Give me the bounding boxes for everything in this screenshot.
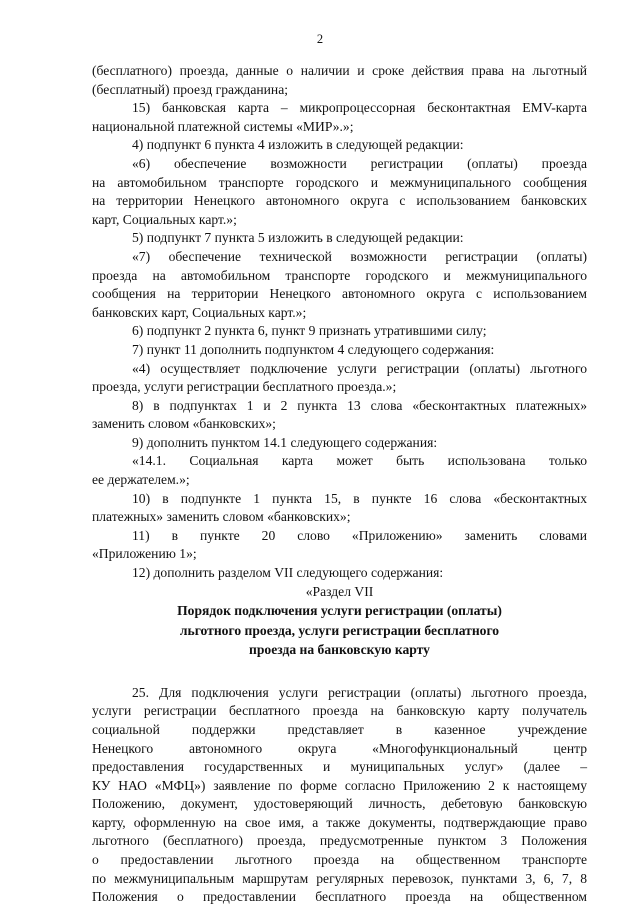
text-line: (бесплатного) проезда, данные о наличии и сроке действия права на льготный (92, 63, 587, 78)
text-line: о предоставлении льготного проезда на общественном транспорте (92, 852, 587, 868)
text-line: 15) банковская карта – микропроцессорная бесконтактная EMV-карта (132, 100, 587, 116)
text-line: 4) подпункт 6 пункта 4 изложить в следующей редакции: (132, 137, 464, 153)
section-heading: льготного проезда, услуги регистрации бесплатного (179, 622, 500, 638)
text-line: «4) осуществляет подключение услуги регистрации (оплаты) льготного (132, 360, 587, 376)
text-line: льготного (бесплатного) проезда, предусмотренные пунктом 3 Положения (92, 833, 587, 849)
text-line: «Приложению 1»; (92, 546, 197, 562)
section-heading: Порядок подключения услуги регистрации (оплаты) (177, 603, 502, 619)
text-line: ее держателем.»; (92, 472, 190, 488)
spacer (92, 660, 587, 684)
text-line: услуги регистрации бесплатного проезда на банковскую карту получатель (92, 703, 587, 719)
text-line: банковских карт, Социальных карт.»; (92, 304, 307, 320)
text-line: национальной платежной системы «МИР».»; (92, 118, 354, 134)
text-line: 12) дополнить разделом VII следующего содержания: (132, 565, 444, 581)
section-label: «Раздел VII (305, 583, 374, 599)
text-line: 11) в пункте 20 слово «Приложению» заменить словами (132, 527, 587, 543)
text-line: платежных» заменить словом «банковских»; (92, 509, 351, 525)
text-line: проезда на автомобильном транспорте городского и межмуниципального (92, 267, 587, 283)
section-heading: проезда на банковскую карту (249, 642, 430, 658)
text-line: Положения о предоставлении бесплатного проезда на общественном (92, 889, 587, 905)
text-line: 6) подпункт 2 пункта 6, пункт 9 признать утратившими силу; (132, 323, 487, 339)
text-line: «14.1. Социальная карта может быть использована только (132, 453, 587, 469)
text-line: карту, оформленную на свое имя, а также документы, подтверждающие право (92, 814, 587, 830)
text-line: сообщения на территории Ненецкого автономного округа с использованием (92, 286, 587, 302)
text-line: 9) дополнить пунктом 14.1 следующего содержания: (132, 434, 438, 450)
document-body (92, 62, 587, 907)
text-line: 7) пункт 11 дополнить подпунктом 4 следующего содержания: (132, 341, 495, 357)
text-line: (бесплатный) проезд гражданина; (92, 81, 289, 97)
text-line: по межмуниципальным маршрутам регулярных перевозок, пунктами 3, 6, 7, 8 (92, 870, 587, 886)
text-line: 5) подпункт 7 пункта 5 изложить в следующей редакции: (132, 230, 464, 246)
text-line: «6) обеспечение возможности регистрации (оплаты) проезда (132, 155, 587, 171)
text-line: Положению, документ, удостоверяющий личность, дебетовую банковскую (92, 796, 587, 812)
text-line: предоставления государственных и муниципальных услуг» (далее – (92, 759, 587, 775)
text-line: карт, Социальных карт.»; (92, 211, 237, 227)
text-line: 10) в подпункте 1 пункта 15, в пункте 16 слова «бесконтактных (132, 490, 587, 506)
text-line: социальной поддержки представляет в казенное учреждение (92, 721, 587, 737)
text-line: 8) в подпунктах 1 и 2 пункта 13 слова «бесконтактных платежных» (132, 397, 587, 413)
text-line: на территории Ненецкого автономного округа с использованием банковских (92, 193, 587, 209)
text-line: проезда, услуги регистрации бесплатного проезда.»; (92, 379, 397, 395)
text-line: заменить словом «банковских»; (92, 416, 276, 432)
page-number: 2 (316, 32, 324, 46)
text-line: 25. Для подключения услуги регистрации (оплаты) льготного проезда, (132, 684, 587, 700)
text-line: КУ НАО «МФЦ») заявление по форме согласно Приложению 2 к настоящему (92, 777, 587, 793)
text-line: Ненецкого автономного округа «Многофункциональный центр (92, 740, 587, 756)
text-line: на автомобильном транспорте городского и межмуниципального сообщения (92, 174, 587, 190)
text-line: «7) обеспечение технической возможности регистрации (оплаты) (132, 248, 587, 264)
